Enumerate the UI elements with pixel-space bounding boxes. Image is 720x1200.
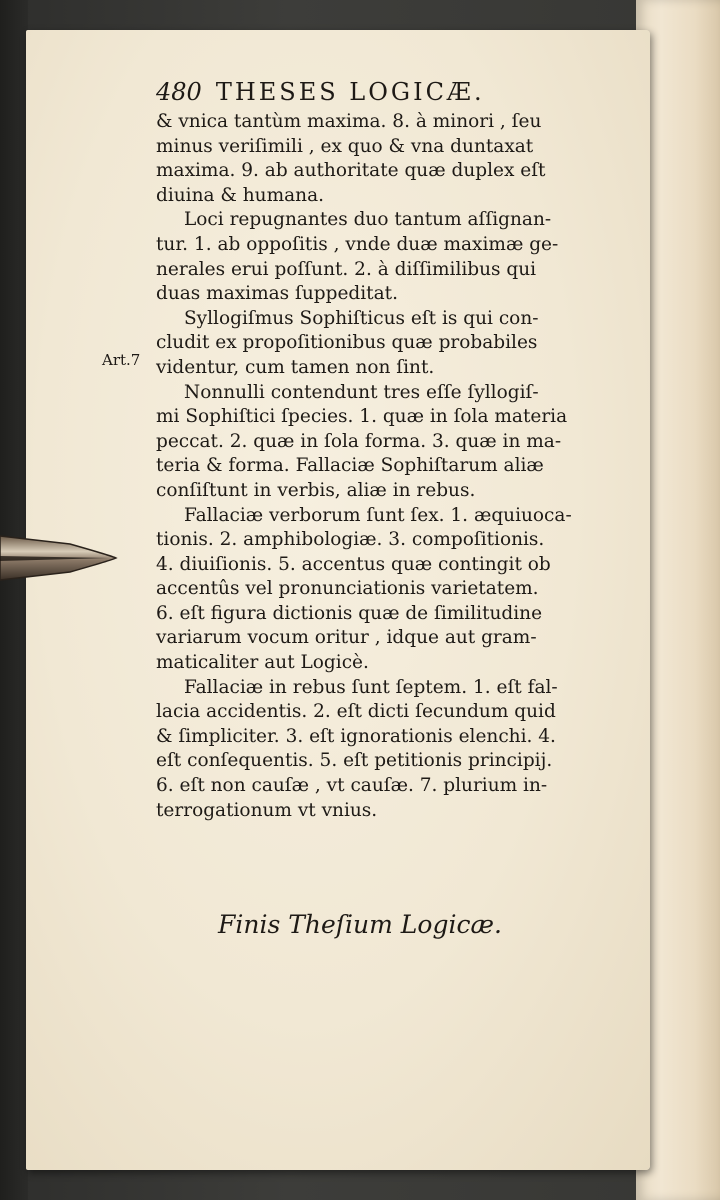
text-line: conſiſtunt in verbis, aliæ in rebus. bbox=[156, 479, 476, 501]
running-header bbox=[156, 78, 636, 106]
text-line: Fallaciæ in rebus ſunt ſeptem. 1. eſt fal- bbox=[184, 676, 558, 698]
text-line: 4. diuiſionis. 5. accentus quæ contingit ob bbox=[156, 553, 551, 575]
closing-line: Finis Theſium Logicæ. bbox=[218, 910, 502, 939]
book-page bbox=[26, 30, 650, 1170]
text-line: accentûs vel pronunciationis varietatem. bbox=[156, 578, 539, 600]
text-line: terrogationum vt vnius. bbox=[156, 799, 378, 821]
text-line: 6. eſt non cauſæ , vt cauſæ. 7. plurium in- bbox=[156, 775, 548, 797]
text-line: cludit ex propoſitionibus quæ probabiles bbox=[156, 332, 538, 354]
text-line: videntur, cum tamen non ſint. bbox=[156, 356, 435, 378]
text-line: Loci repugnantes duo tantum aſſignan- bbox=[184, 209, 552, 231]
page-number: 480 bbox=[156, 78, 202, 106]
text-line: maxima. 9. ab authoritate quæ duplex eſt bbox=[156, 160, 546, 182]
text-line: 6. eſt figura dictionis quæ de ſimilitudine bbox=[156, 602, 543, 624]
page-text-block bbox=[156, 78, 636, 823]
text-line: tur. 1. ab oppoſitis , vnde duæ maximæ ge- bbox=[156, 233, 559, 255]
text-line: minus veriſimili , ex quo & vna duntaxat bbox=[156, 135, 534, 157]
text-line: mi Sophiſtici ſpecies. 1. quæ in ſola materia bbox=[156, 406, 568, 428]
text-line: diuina & humana. bbox=[156, 184, 324, 206]
running-title: THESES LOGICÆ. bbox=[215, 78, 485, 106]
text-line: lacia accidentis. 2. eſt dicti ſecundum quid bbox=[156, 701, 556, 723]
text-line: eſt conſequentis. 5. eſt petitionis principij. bbox=[156, 750, 553, 772]
text-line: Nonnulli contendunt tres eſſe ſyllogiſ- bbox=[184, 381, 539, 403]
text-line: nerales erui poſſunt. 2. à diſſimilibus qui bbox=[156, 258, 537, 280]
text-line: maticaliter aut Logicè. bbox=[156, 652, 369, 674]
body-text bbox=[156, 110, 636, 823]
text-line: Fallaciæ verborum ſunt ſex. 1. æquiuoca- bbox=[184, 504, 572, 526]
text-line: & vnica tantùm maxima. 8. à minori , ſeu bbox=[156, 111, 542, 132]
text-line: duas maximas ſuppeditat. bbox=[156, 283, 398, 305]
marginal-note: Art.7 bbox=[102, 351, 141, 369]
text-line: teria & forma. Fallaciæ Sophiſtarum aliæ bbox=[156, 455, 544, 477]
text-line: peccat. 2. quæ in ſola forma. 3. quæ in ma- bbox=[156, 430, 562, 452]
bookmark-clip-icon bbox=[0, 528, 118, 588]
text-line: variarum vocum oritur , idque aut gram- bbox=[156, 627, 537, 649]
text-line: tionis. 2. amphibologiæ. 3. compoſitionis. bbox=[156, 529, 545, 551]
book-binding-edge bbox=[0, 0, 28, 1200]
text-line: & ſimpliciter. 3. eſt ignorationis elenchi. 4. bbox=[156, 725, 556, 747]
text-line: Syllogiſmus Sophiſticus eſt is qui con- bbox=[184, 307, 539, 329]
